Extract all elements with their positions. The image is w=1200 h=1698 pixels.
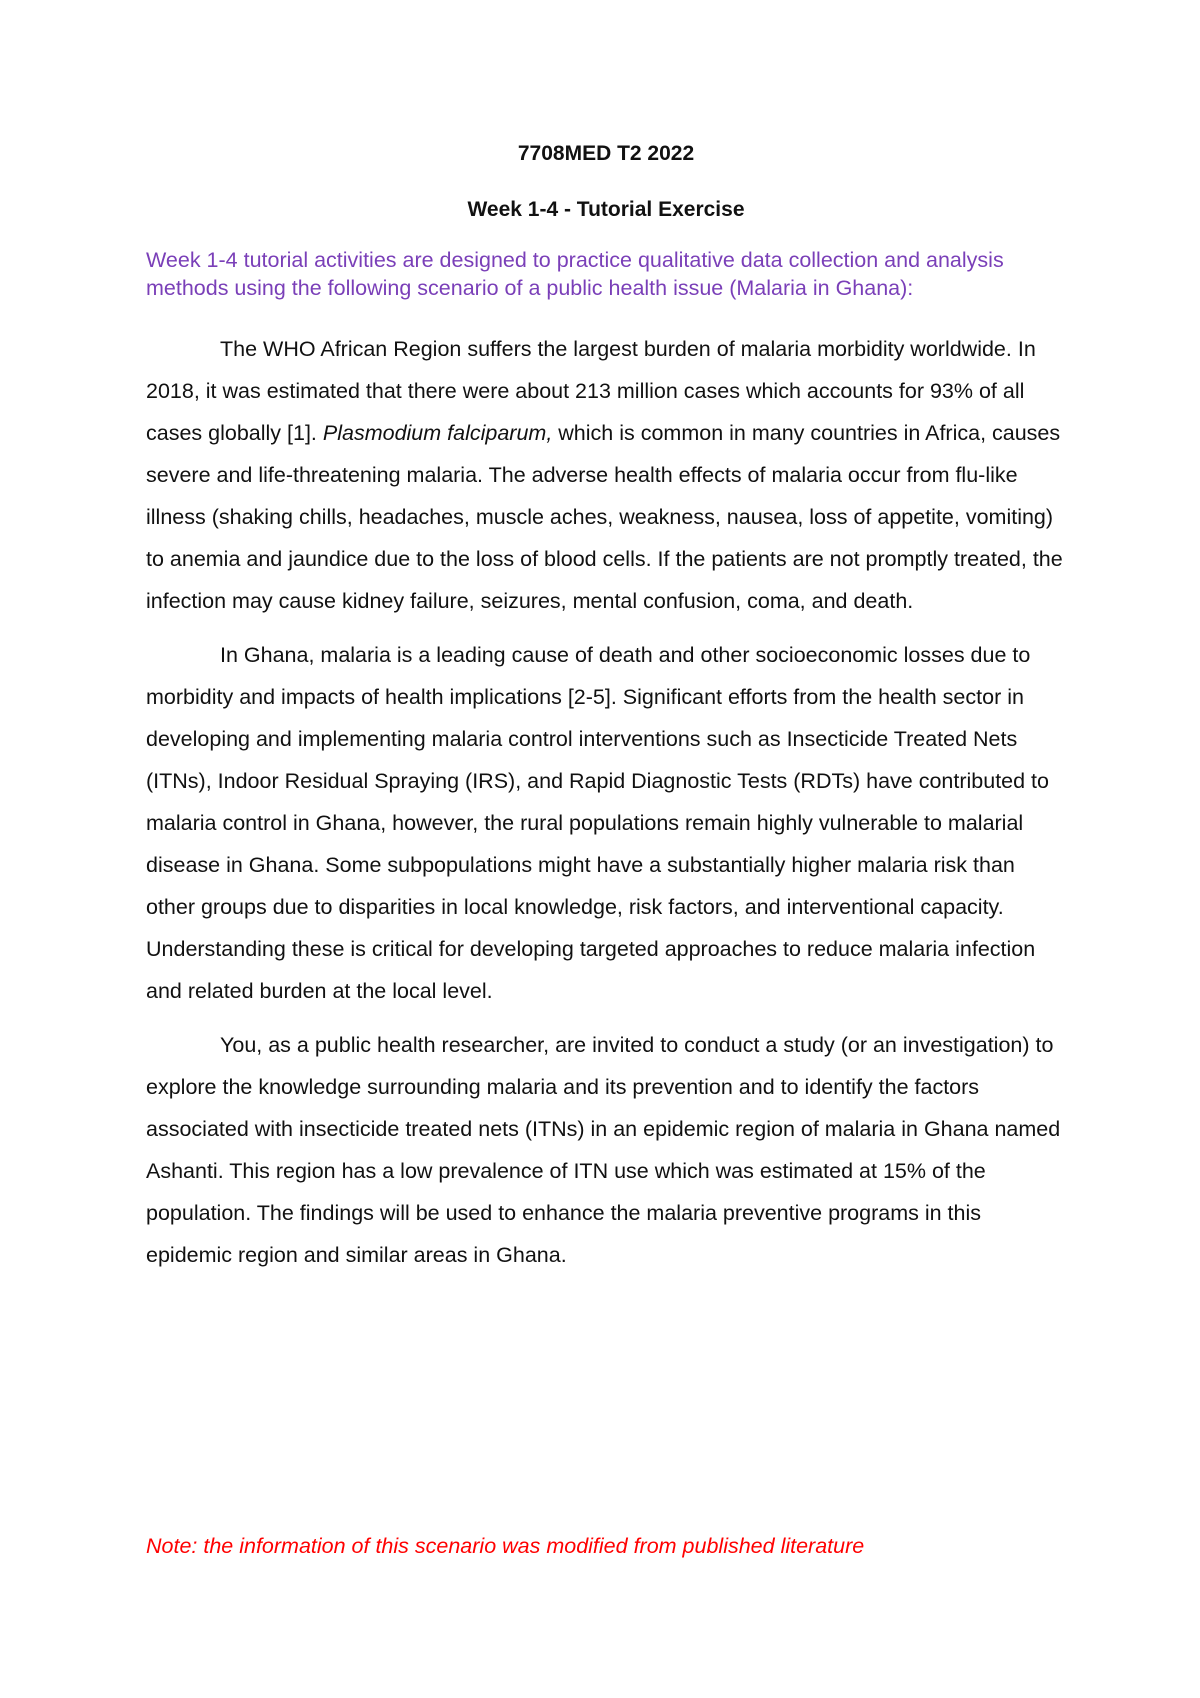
scenario-note: Note: the information of this scenario was modified from published literature: [146, 1534, 865, 1558]
intro-paragraph: Week 1-4 tutorial activities are designed to practice qualitative data collection and analysis methods using the following scenario of a public health issue (Malaria in Ghana):: [146, 248, 1004, 300]
paragraph-who-africa: [146, 328, 1066, 622]
document-subtitle: Week 1-4 - Tutorial Exercise: [467, 198, 745, 221]
species-name: Plasmodium falciparum,: [322, 421, 553, 445]
paragraph-1-text-b: which is common in many countries in Africa, causes severe and life-threatening malaria. The adverse health effects of malaria occur from flu-like illness (shaking chills, headaches, muscle aches, weakness, nausea, loss of appetite, vomiting) to anemia and jaundice due to the loss of blood cells. If the patients are not promptly treated, the infection may cause kidney failure, seizures, mental confusion, coma, and death.: [146, 421, 1063, 613]
document-content: [146, 140, 1066, 1288]
document-title: 7708MED T2 2022: [517, 142, 695, 165]
paragraph-1-text-a: The WHO African Region suffers the largest burden of malaria morbidity worldwide. In 2018, it was estimated that there were about 213 million cases which accounts for 93% of all cases globally [1].: [146, 337, 1036, 445]
paragraph-research-task: You, as a public health researcher, are invited to conduct a study (or an investigation) to explore the knowledge surrounding malaria and its prevention and to identify the factors associated with insecticide treated nets (ITNs) in an epidemic region of malaria in Ghana named Ashanti. This region has a low prevalence of ITN use which was estimated at 15% of the population. The findings will be used to enhance the malaria preventive programs in this epidemic region and similar areas in Ghana.: [146, 1033, 1061, 1267]
paragraph-ghana-malaria: In Ghana, malaria is a leading cause of death and other socioeconomic losses due to morbidity and impacts of health implications [2-5]. Significant efforts from the health sector in developing and implementing malaria control interventions such as Insecticide Treated Nets (ITNs), Indoor Residual Spraying (IRS), and Rapid Diagnostic Tests (RDTs) have contributed to malaria control in Ghana, however, the rural populations remain highly vulnerable to malarial disease in Ghana. Some subpopulations might have a substantially higher malaria risk than other groups due to disparities in local knowledge, risk factors, and interventional capacity. Understanding these is critical for developing targeted approaches to reduce malaria infection and related burden at the local level.: [146, 643, 1049, 1003]
